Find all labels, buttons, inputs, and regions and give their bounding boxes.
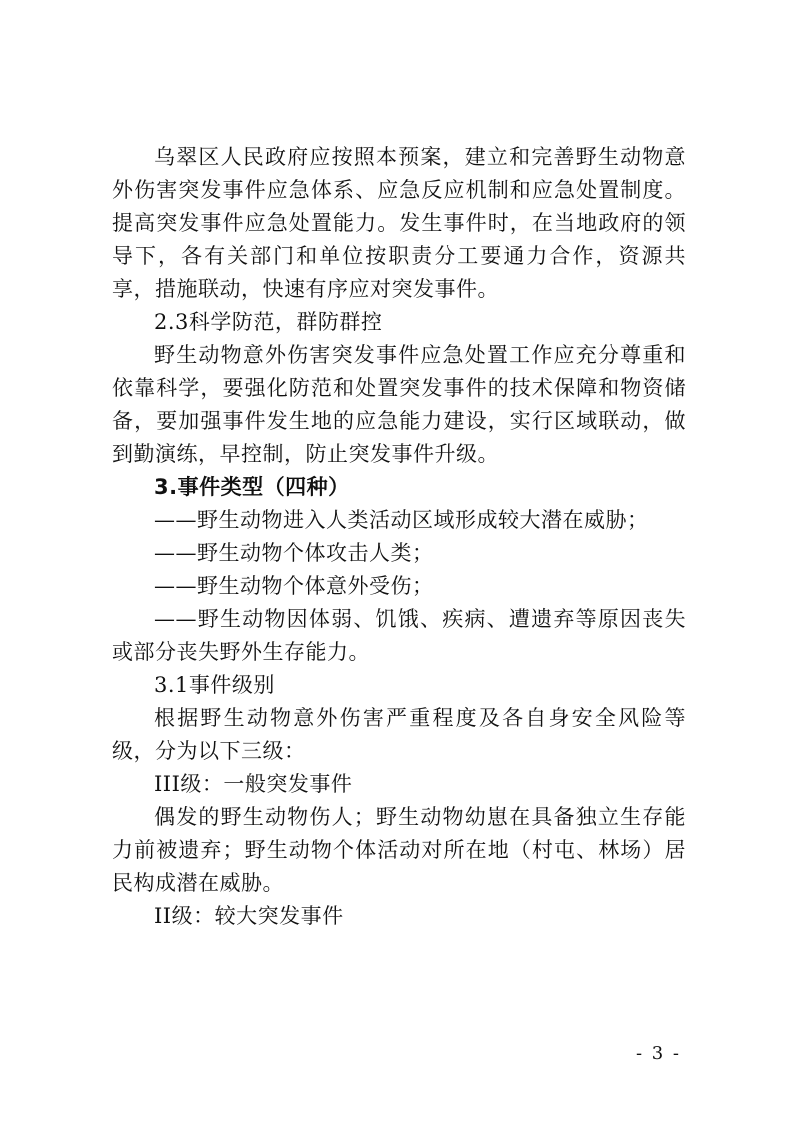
- level-heading-iii: III级：一般突发事件: [154, 772, 353, 796]
- paragraph-level-intro: 根据野生动物意外伤害严重程度及各自身安全风险等级，分为以下三级：: [112, 706, 686, 763]
- paragraph-government-plan: 乌翠区人民政府应按照本预案，建立和完善野生动物意外伤害突发事件应急体系、应急反应机制和应急处置制度。提高突发事件应急处置能力。发生事件时，在当地政府的领导下，各有关部门和单位按职责分工要通力合作，资源共享，措施联动，快速有序应对突发事件。: [112, 145, 686, 301]
- section-heading-2-3: 2.3科学防范，群防群控: [154, 310, 383, 334]
- section-heading-3: 3.事件类型（四种）: [154, 475, 350, 499]
- event-type-item: ——野生动物个体意外受伤；: [154, 574, 434, 598]
- level-heading-ii: II级：较大突发事件: [154, 904, 344, 928]
- paragraph-level-iii-description: 偶发的野生动物伤人；野生动物幼崽在具备独立生存能力前被遗弃；野生动物个体活动对所在地（村屯、林场）居民构成潜在威胁。: [112, 805, 686, 895]
- event-type-item: ——野生动物因体弱、饥饿、疾病、遭遗弃等原因丧失或部分丧失野外生存能力。: [112, 607, 686, 664]
- page-number: - 3 -: [635, 1043, 681, 1064]
- event-type-item: ——野生动物个体攻击人类；: [154, 541, 434, 565]
- document-body: [112, 141, 686, 933]
- paragraph-scientific-prevention: 野生动物意外伤害突发事件应急处置工作应充分尊重和依靠科学，要强化防范和处置突发事件的技术保障和物资储备，要加强事件发生地的应急能力建设，实行区域联动，做到勤演练，早控制，防止突发事件升级。: [112, 343, 686, 466]
- section-heading-3-1: 3.1事件级别: [154, 673, 275, 697]
- event-type-item: ——野生动物进入人类活动区域形成较大潜在威胁；: [154, 508, 649, 532]
